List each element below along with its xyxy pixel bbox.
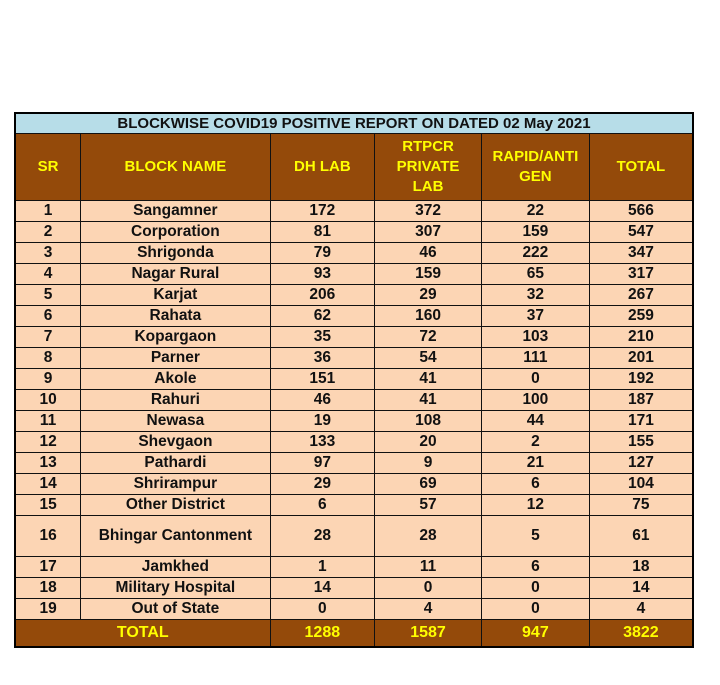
cell-rapid: 37 [481, 306, 589, 327]
cell-total: 75 [589, 495, 693, 516]
table-row [15, 516, 693, 557]
cell-rtpcr: 108 [375, 411, 482, 432]
cell-sr: 1 [15, 201, 81, 222]
table-row [15, 327, 693, 348]
cell-block-name: Bhingar Cantonment [81, 516, 270, 557]
cell-dh-lab: 46 [270, 390, 375, 411]
cell-total: 4 [589, 599, 693, 620]
total-row [15, 620, 693, 648]
cell-rtpcr: 57 [375, 495, 482, 516]
cell-dh-lab: 81 [270, 222, 375, 243]
header-sr: SR [15, 134, 81, 201]
cell-dh-lab: 14 [270, 578, 375, 599]
cell-rapid: 44 [481, 411, 589, 432]
cell-total: 104 [589, 474, 693, 495]
cell-rtpcr: 20 [375, 432, 482, 453]
cell-rapid: 0 [481, 369, 589, 390]
table-row [15, 390, 693, 411]
cell-sr: 14 [15, 474, 81, 495]
total-dh-lab: 1288 [270, 620, 375, 648]
cell-dh-lab: 97 [270, 453, 375, 474]
cell-rtpcr: 372 [375, 201, 482, 222]
cell-rtpcr: 69 [375, 474, 482, 495]
cell-rapid: 103 [481, 327, 589, 348]
cell-total: 192 [589, 369, 693, 390]
table-row [15, 264, 693, 285]
cell-dh-lab: 0 [270, 599, 375, 620]
cell-block-name: Rahata [81, 306, 270, 327]
cell-dh-lab: 28 [270, 516, 375, 557]
header-rapid-antigen: RAPID/ANTI GEN [481, 134, 589, 201]
cell-rapid: 0 [481, 578, 589, 599]
cell-block-name: Shrirampur [81, 474, 270, 495]
cell-dh-lab: 206 [270, 285, 375, 306]
cell-block-name: Corporation [81, 222, 270, 243]
cell-block-name: Kopargaon [81, 327, 270, 348]
cell-block-name: Sangamner [81, 201, 270, 222]
cell-sr: 16 [15, 516, 81, 557]
header-dh-lab: DH LAB [270, 134, 375, 201]
cell-total: 210 [589, 327, 693, 348]
cell-sr: 10 [15, 390, 81, 411]
cell-total: 317 [589, 264, 693, 285]
total-label: TOTAL [15, 620, 270, 648]
table-row [15, 432, 693, 453]
cell-block-name: Newasa [81, 411, 270, 432]
table-row [15, 474, 693, 495]
cell-rapid: 32 [481, 285, 589, 306]
cell-rapid: 21 [481, 453, 589, 474]
cell-sr: 9 [15, 369, 81, 390]
cell-total: 61 [589, 516, 693, 557]
cell-rtpcr: 54 [375, 348, 482, 369]
header-total: TOTAL [589, 134, 693, 201]
cell-block-name: Nagar Rural [81, 264, 270, 285]
total-total: 3822 [589, 620, 693, 648]
cell-sr: 6 [15, 306, 81, 327]
cell-sr: 18 [15, 578, 81, 599]
cell-block-name: Parner [81, 348, 270, 369]
table-row [15, 599, 693, 620]
cell-sr: 17 [15, 557, 81, 578]
cell-block-name: Jamkhed [81, 557, 270, 578]
cell-rapid: 22 [481, 201, 589, 222]
table-row [15, 369, 693, 390]
table-row [15, 348, 693, 369]
total-rapid: 947 [481, 620, 589, 648]
cell-rapid: 12 [481, 495, 589, 516]
cell-sr: 5 [15, 285, 81, 306]
cell-dh-lab: 29 [270, 474, 375, 495]
cell-sr: 8 [15, 348, 81, 369]
cell-total: 347 [589, 243, 693, 264]
cell-dh-lab: 151 [270, 369, 375, 390]
cell-rtpcr: 11 [375, 557, 482, 578]
table-row [15, 411, 693, 432]
covid-report-table [14, 112, 694, 648]
cell-rapid: 111 [481, 348, 589, 369]
cell-sr: 13 [15, 453, 81, 474]
cell-dh-lab: 19 [270, 411, 375, 432]
cell-rtpcr: 41 [375, 369, 482, 390]
header-rtpcr-private-lab: RTPCR PRIVATE LAB [375, 134, 482, 201]
cell-total: 201 [589, 348, 693, 369]
cell-block-name: Shevgaon [81, 432, 270, 453]
cell-rapid: 65 [481, 264, 589, 285]
cell-rtpcr: 72 [375, 327, 482, 348]
cell-block-name: Military Hospital [81, 578, 270, 599]
cell-sr: 7 [15, 327, 81, 348]
cell-rapid: 100 [481, 390, 589, 411]
cell-rapid: 6 [481, 474, 589, 495]
cell-sr: 19 [15, 599, 81, 620]
cell-total: 566 [589, 201, 693, 222]
cell-dh-lab: 36 [270, 348, 375, 369]
cell-rtpcr: 0 [375, 578, 482, 599]
cell-total: 155 [589, 432, 693, 453]
cell-sr: 2 [15, 222, 81, 243]
cell-rapid: 222 [481, 243, 589, 264]
cell-dh-lab: 93 [270, 264, 375, 285]
cell-rtpcr: 4 [375, 599, 482, 620]
cell-block-name: Akole [81, 369, 270, 390]
cell-block-name: Out of State [81, 599, 270, 620]
cell-sr: 11 [15, 411, 81, 432]
cell-total: 171 [589, 411, 693, 432]
cell-block-name: Karjat [81, 285, 270, 306]
cell-total: 547 [589, 222, 693, 243]
header-row [15, 134, 693, 201]
table-row [15, 285, 693, 306]
cell-total: 259 [589, 306, 693, 327]
cell-dh-lab: 1 [270, 557, 375, 578]
cell-dh-lab: 172 [270, 201, 375, 222]
table-row [15, 306, 693, 327]
header-block-name: BLOCK NAME [81, 134, 270, 201]
cell-rapid: 5 [481, 516, 589, 557]
cell-dh-lab: 79 [270, 243, 375, 264]
cell-sr: 15 [15, 495, 81, 516]
table-row [15, 557, 693, 578]
table-row [15, 222, 693, 243]
table-row [15, 243, 693, 264]
table-row [15, 578, 693, 599]
cell-block-name: Rahuri [81, 390, 270, 411]
cell-sr: 3 [15, 243, 81, 264]
cell-rtpcr: 159 [375, 264, 482, 285]
report-title: BLOCKWISE COVID19 POSITIVE REPORT ON DATED 02 May 2021 [15, 113, 693, 134]
cell-block-name: Pathardi [81, 453, 270, 474]
cell-rtpcr: 29 [375, 285, 482, 306]
cell-rapid: 6 [481, 557, 589, 578]
cell-rapid: 0 [481, 599, 589, 620]
cell-total: 267 [589, 285, 693, 306]
table-row [15, 201, 693, 222]
table-row [15, 495, 693, 516]
cell-block-name: Shrigonda [81, 243, 270, 264]
cell-rtpcr: 307 [375, 222, 482, 243]
cell-rtpcr: 46 [375, 243, 482, 264]
cell-sr: 12 [15, 432, 81, 453]
cell-rtpcr: 9 [375, 453, 482, 474]
total-rtpcr: 1587 [375, 620, 482, 648]
table-row [15, 453, 693, 474]
cell-total: 18 [589, 557, 693, 578]
cell-dh-lab: 6 [270, 495, 375, 516]
cell-dh-lab: 133 [270, 432, 375, 453]
cell-total: 187 [589, 390, 693, 411]
cell-dh-lab: 35 [270, 327, 375, 348]
cell-total: 14 [589, 578, 693, 599]
cell-rtpcr: 160 [375, 306, 482, 327]
cell-block-name: Other District [81, 495, 270, 516]
cell-rapid: 2 [481, 432, 589, 453]
cell-rapid: 159 [481, 222, 589, 243]
cell-rtpcr: 28 [375, 516, 482, 557]
cell-rtpcr: 41 [375, 390, 482, 411]
cell-dh-lab: 62 [270, 306, 375, 327]
cell-total: 127 [589, 453, 693, 474]
cell-sr: 4 [15, 264, 81, 285]
